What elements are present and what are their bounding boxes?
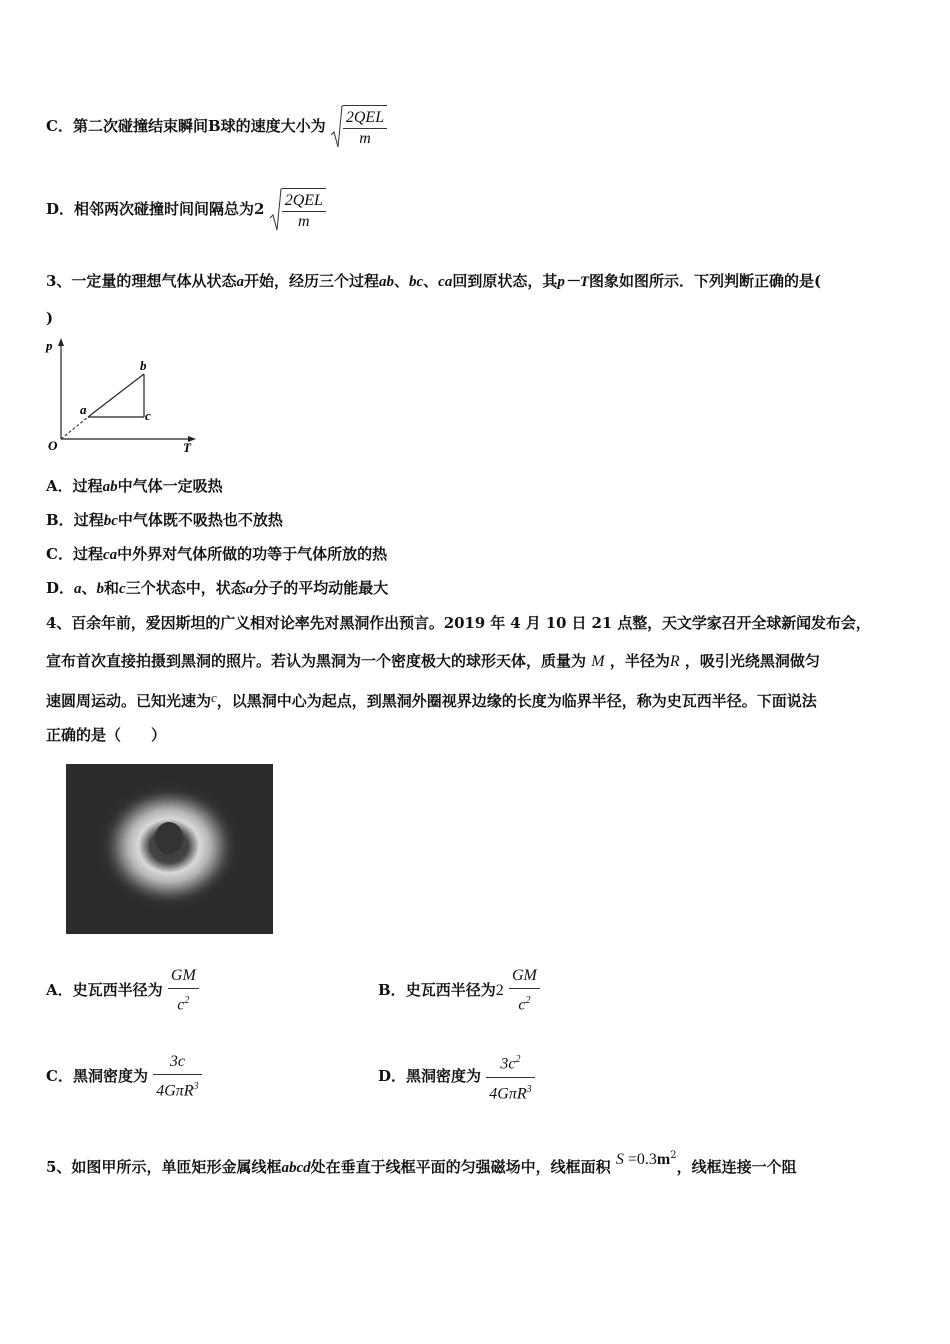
graph-point-b-label: b [140, 358, 147, 373]
graph-x-label: T [183, 440, 191, 454]
q4-stem-line2: 宣布首次直接拍摄到黑洞的照片。若认为黑洞为一个密度极大的球形天体，质量为 M ，半径为R ，吸引光绕黑洞做匀 [46, 652, 820, 670]
q3-stem-line1: 3、一定量的理想气体从状态a开始，经历三个过程ab、bc、ca回到原状态，其p－T图象如图所示．下列判断正确的是( [46, 272, 822, 290]
q3-stem-line2: ) [46, 309, 54, 327]
q2-option-d-label: D． [46, 200, 75, 218]
q2-option-c-text: 第二次碰撞结束瞬间B球的速度大小为 [72, 117, 326, 135]
q4-stem-line1: 4、百余年前，爱因斯坦的广义相对论率先对黑洞作出预言。2019 年 4 月 10 日 21 点整，天文学家召开全球新闻发布会， [46, 614, 871, 632]
q3-option-c: C．过程ca中外界对气体所做的功等于气体所放的热 [46, 545, 388, 563]
q2-option-c-denominator: m [343, 128, 387, 148]
q4-option-c: C．黑洞密度为 $\frac{3c}{4G\pi R^3}$ [46, 1048, 202, 1104]
q2-option-d-text: 相邻两次碰撞时间间隔总为 [74, 200, 255, 218]
q3-option-b: B．过程bc中气体既不吸热也不放热 [46, 511, 283, 529]
q3-option-a: A．过程ab中气体一定吸热 [46, 477, 223, 495]
black-hole-image [66, 764, 273, 934]
q2-option-c [46, 104, 387, 148]
graph-y-label: p [46, 338, 53, 353]
graph-point-c-label: c [145, 408, 151, 423]
q2-option-d-numerator: 2QEL [284, 192, 323, 209]
q4-stem-line4: 正确的是（ ） [46, 726, 167, 744]
q4-option-b: B．史瓦西半径为2 $\frac{GM}{c^2}$ [378, 962, 540, 1018]
graph-origin-label: O [48, 438, 58, 453]
radical-sign-icon [331, 105, 343, 149]
q2-option-d-sqrt [270, 188, 326, 233]
q2-option-d-denominator: m [282, 211, 326, 231]
q4-stem-line3: 速圆周运动。已知光速为c，以黑洞中心为起点，到黑洞外圈视界边缘的长度为临界半径，称为史瓦西半径。下面说法 [46, 690, 817, 710]
q2-option-c-sqrt [331, 105, 387, 150]
graph-point-a-label: a [80, 402, 87, 417]
q3-option-d: D．a、b和c三个状态中，状态a分子的平均动能最大 [46, 579, 389, 597]
q4-option-a: A．史瓦西半径为 $\frac{GM}{c^2}$ [46, 962, 199, 1018]
q2-option-c-label: C． [46, 117, 73, 135]
radical-sign-icon [270, 188, 282, 232]
q3-pt-graph [42, 336, 202, 454]
q2-option-c-numerator: 2QEL [345, 109, 385, 126]
q2-option-d-coef: 2 [254, 200, 265, 218]
q4-option-d: D．黑洞密度为 $\frac{3c^2}{4G\pi R^3}$ [378, 1048, 535, 1104]
q5-stem-line1: 5、如图甲所示，单匝矩形金属线框abcd处在垂直于线框平面的匀强磁场中，线框面积 $S =0.3m^2$，线框连接一个阻 [46, 1150, 797, 1176]
q2-option-d [46, 187, 326, 231]
